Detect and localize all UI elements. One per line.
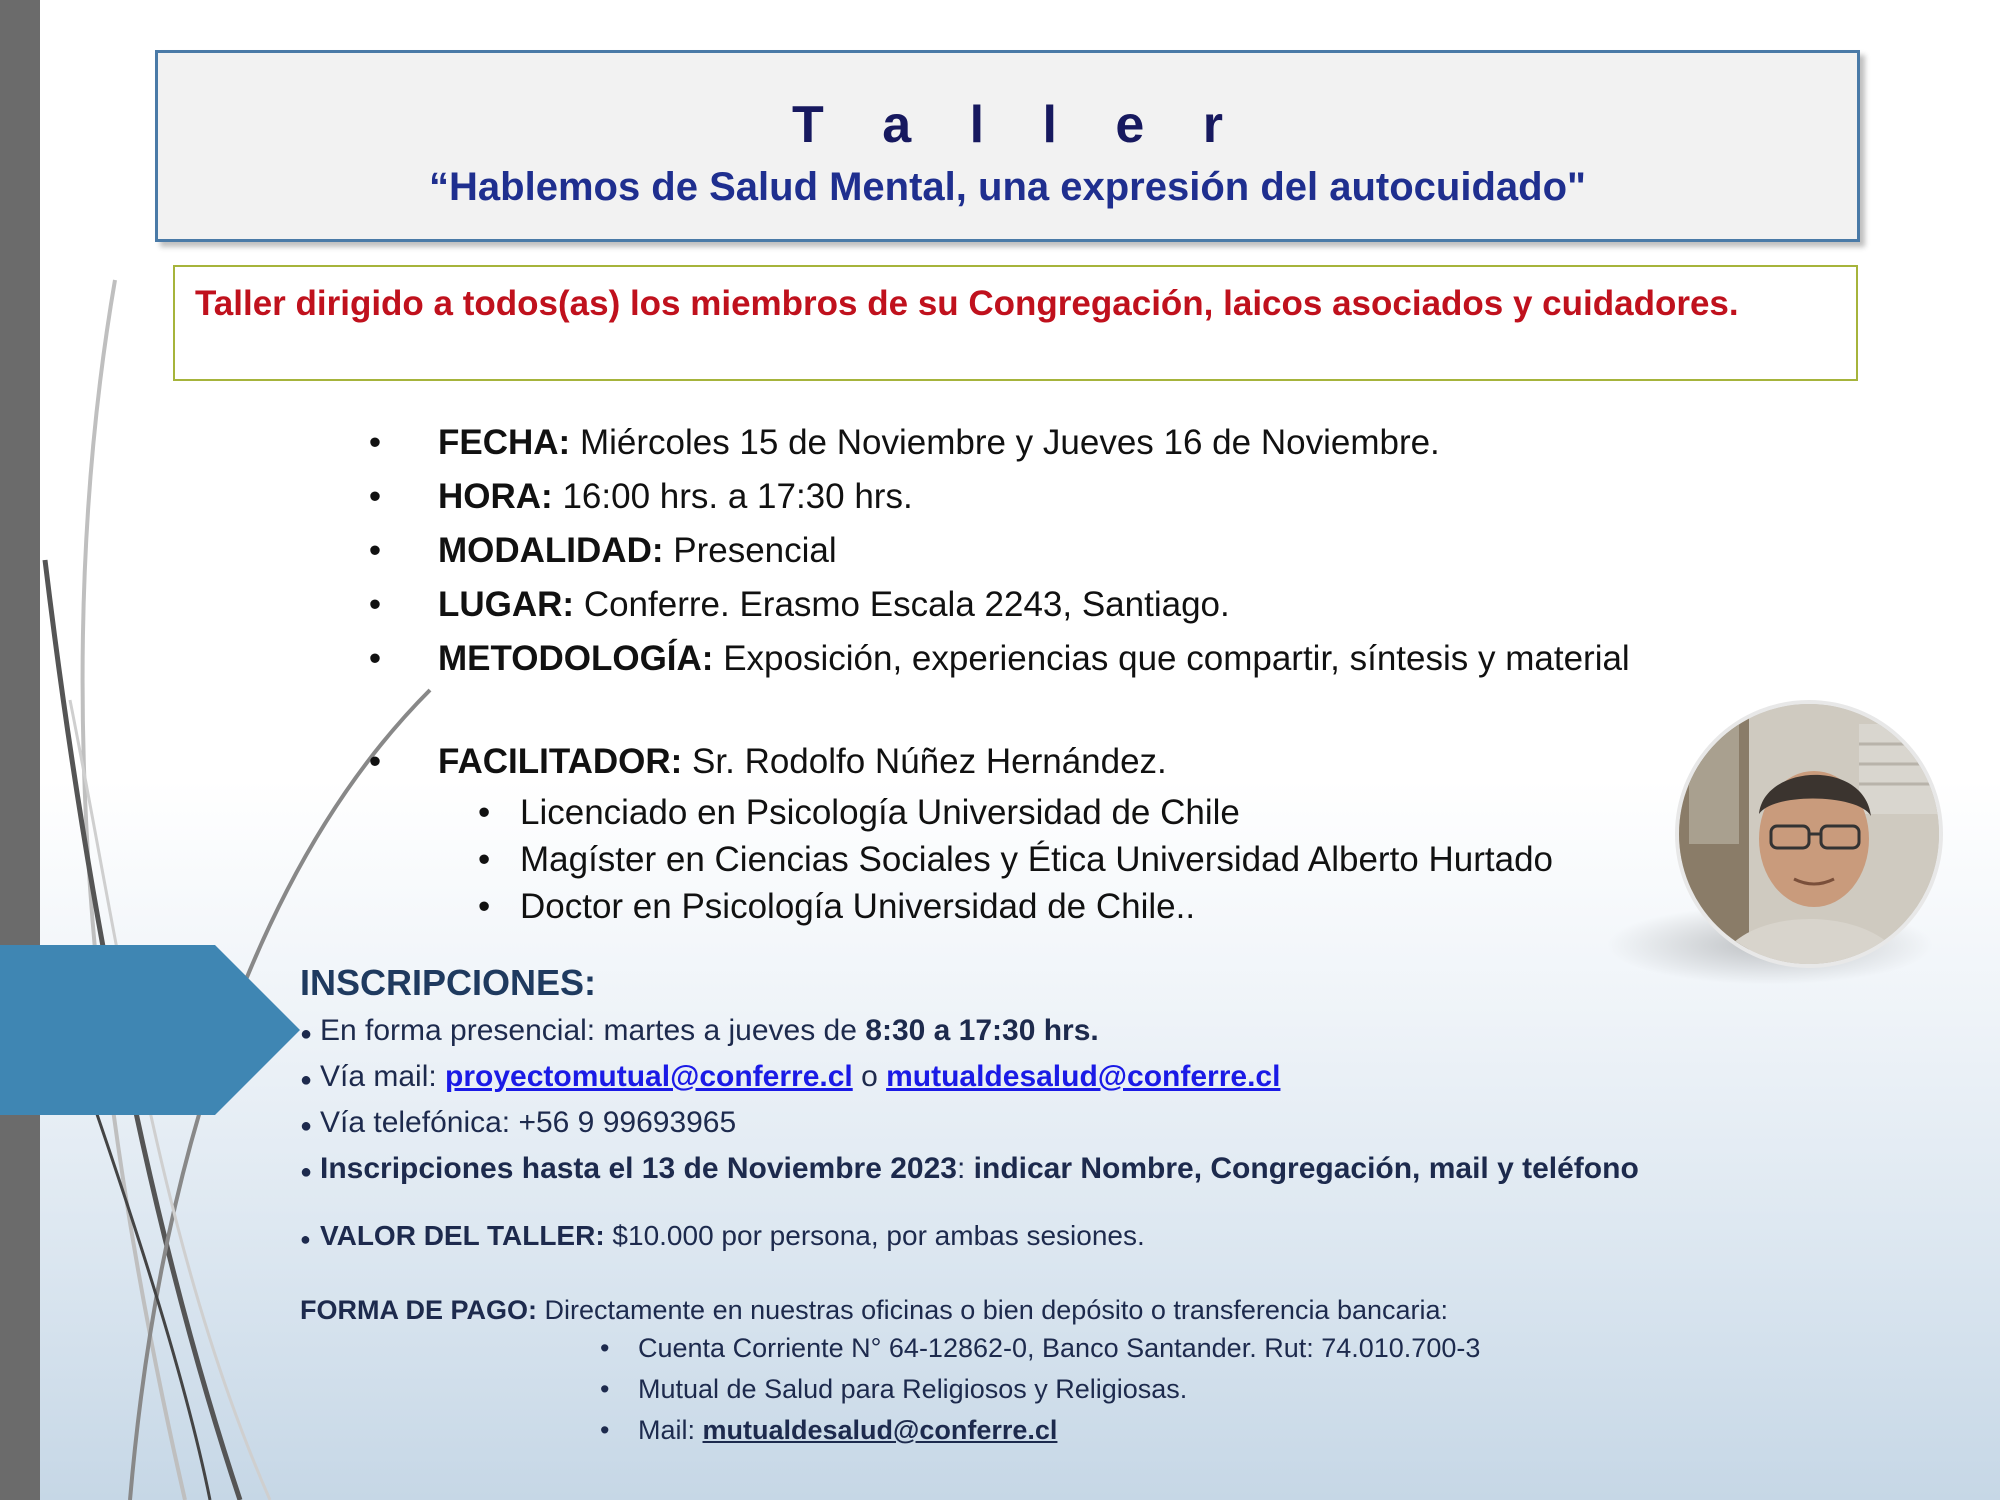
payment-item: • Mutual de Salud para Religiosos y Religiosas.	[300, 1369, 1860, 1410]
payment-section	[300, 1292, 1860, 1451]
bullet-icon: •	[368, 531, 382, 570]
credential-item: • Licenciado en Psicología Universidad de Chile	[360, 789, 1810, 836]
mail-link-proyectomutual[interactable]: proyectomutual@conferre.cl	[445, 1060, 853, 1093]
registration-section	[300, 958, 1860, 1192]
left-side-bar	[0, 0, 40, 1500]
bullet-icon: ●	[300, 1069, 313, 1091]
bullet-icon: ●	[300, 1161, 313, 1183]
credential-item: • Doctor en Psicología Universidad de Chile..	[360, 883, 1810, 930]
bullet-icon: •	[478, 840, 491, 879]
payment-header: FORMA DE PAGO: Directamente en nuestras oficinas o bien depósito o transferencia bancaria:	[300, 1295, 1449, 1325]
credential-item: • Magíster en Ciencias Sociales y Ética Universidad Alberto Hurtado	[360, 836, 1810, 883]
bullet-icon: •	[600, 1415, 610, 1445]
detail-lugar: • LUGAR: Conferre. Erasmo Escala 2243, Santiago.	[360, 578, 1810, 632]
bullet-icon: ●	[300, 1023, 313, 1045]
registration-in-person: ● En forma presencial: martes a jueves de 8:30 a 17:30 hrs.	[300, 1008, 1860, 1054]
blue-arrow-shape	[0, 945, 300, 1115]
facilitator-section	[360, 735, 1810, 930]
bullet-icon: •	[368, 639, 382, 678]
payment-mail-link[interactable]: mutualdesalud@conferre.cl	[702, 1415, 1058, 1445]
bullet-icon: •	[478, 887, 491, 926]
facilitator-photo	[1675, 700, 1943, 968]
bullet-icon: •	[368, 742, 382, 781]
registration-phone: ● Vía telefónica: +56 9 99693965	[300, 1100, 1860, 1146]
detail-modalidad: • MODALIDAD: Presencial	[360, 524, 1810, 578]
bullet-icon: •	[600, 1374, 610, 1404]
registration-deadline: ● Inscripciones hasta el 13 de Noviembre 2023: indicar Nombre, Congregación, mail y teléfono	[300, 1146, 1860, 1192]
detail-facilitador: • FACILITADOR: Sr. Rodolfo Núñez Hernández.	[360, 735, 1810, 789]
bullet-icon: •	[368, 585, 382, 624]
bullet-icon: •	[600, 1333, 610, 1363]
portrait-illustration	[1679, 704, 1939, 964]
detail-fecha: • FECHA: Miércoles 15 de Noviembre y Jueves 16 de Noviembre.	[360, 416, 1810, 470]
title-box	[155, 50, 1860, 242]
page-subtitle: “Hablemos de Salud Mental, una expresión del autocuidado"	[429, 165, 1586, 209]
mail-link-mutualdesalud[interactable]: mutualdesalud@conferre.cl	[886, 1060, 1281, 1093]
bullet-icon: ●	[300, 1229, 311, 1249]
payment-item: • Cuenta Corriente N° 64-12862-0, Banco Santander. Rut: 74.010.700-3	[300, 1328, 1860, 1369]
detail-hora: • HORA: 16:00 hrs. a 17:30 hrs.	[360, 470, 1810, 524]
registration-mail: ● Vía mail: proyectomutual@conferre.cl o mutualdesalud@conferre.cl	[300, 1054, 1860, 1100]
bullet-icon: •	[368, 423, 382, 462]
bullet-icon: •	[478, 793, 491, 832]
event-details-list	[360, 416, 1810, 686]
payment-item-mail: • Mail: mutualdesalud@conferre.cl	[300, 1410, 1860, 1451]
page-title: T a l l e r	[792, 96, 1245, 154]
workshop-price: ● VALOR DEL TALLER: $10.000 por persona, por ambas sesiones.	[300, 1220, 1145, 1251]
registration-title: INSCRIPCIONES:	[300, 962, 597, 1003]
detail-metodologia: • METODOLOGÍA: Exposición, experiencias que compartir, síntesis y material	[360, 632, 1810, 686]
bullet-icon: ●	[300, 1115, 313, 1137]
bullet-icon: •	[368, 477, 382, 516]
audience-box: Taller dirigido a todos(as) los miembros de su Congregación, laicos asociados y cuidadores.	[173, 265, 1858, 381]
